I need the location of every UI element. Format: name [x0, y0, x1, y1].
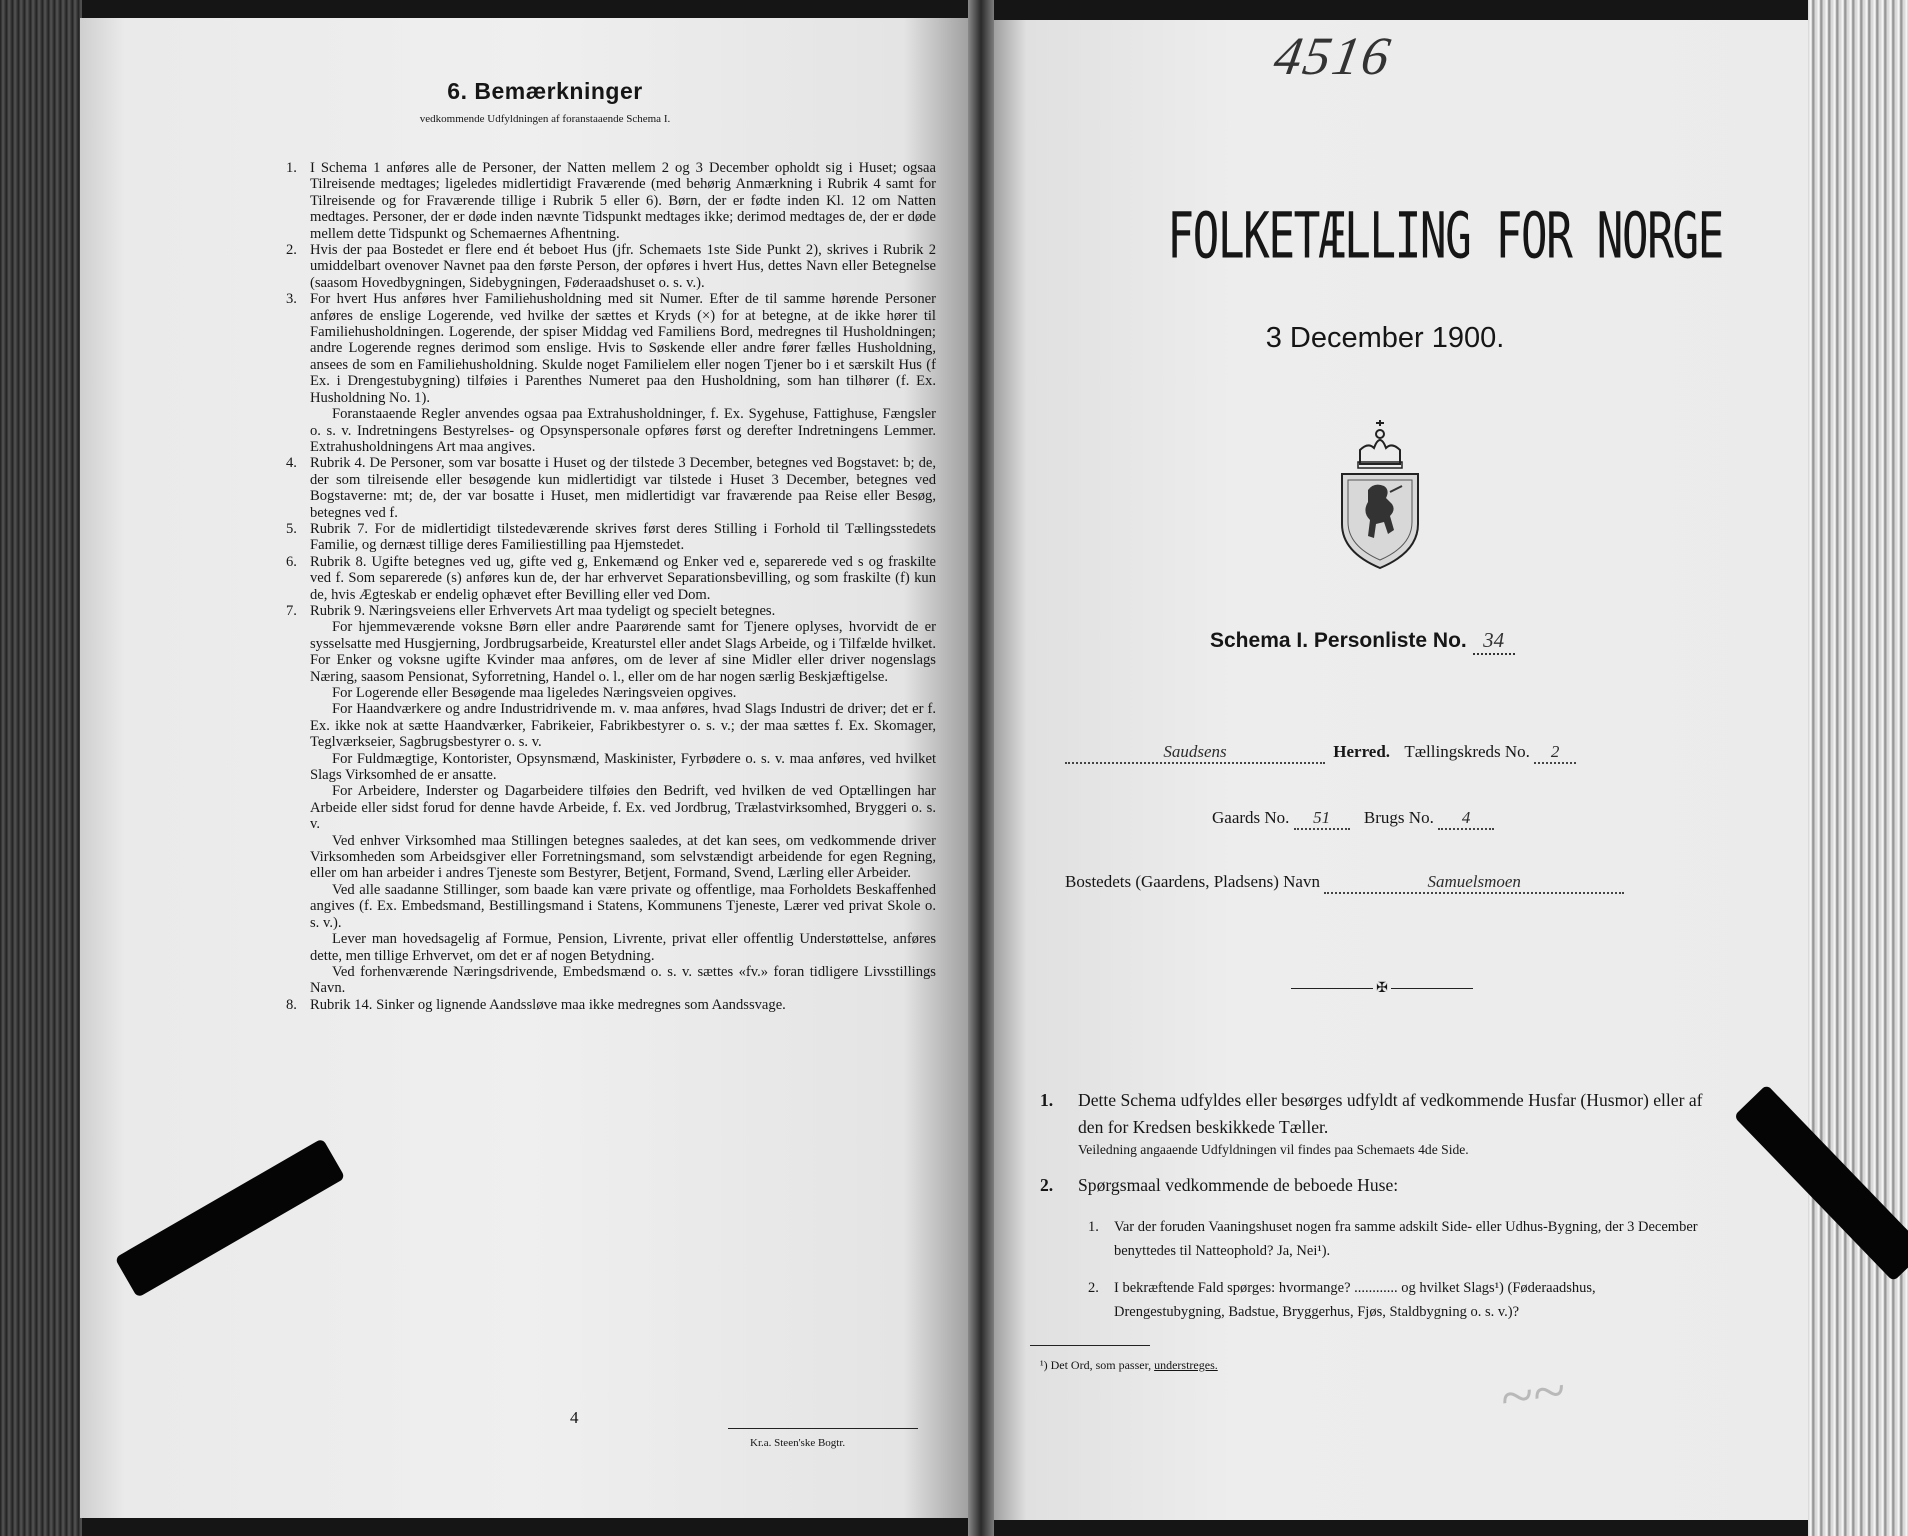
- remark-number: 7.: [286, 602, 297, 619]
- remark-paragraph: For hvert Hus anføres hver Familiehusholdning med sit Numer. Efter de til samme hørende Personer anføres de enslige Logerende, ved hvilke der sættes et Kryds (×) for at betegne, at de ikke hører til Familiehusholdningen. Logerende, der spiser Middag ved Familiens Bord, medregnes til Husholdningen; andre Logerende regnes derimod som enslige. Hvis to Søskende eller andre fører fælles Husholdning, ansees de som en Familiehusholdning. Skulde noget Familielem eller nogen Tjener bo i et særskilt Hus (f Ex. i Drengestubygning) tilføies i Parenthes Numeret paa den Husholdning, som han tilhører (f. Ex. Husholdning No. 1).: [310, 291, 936, 406]
- remark-paragraph: Ved enhver Virksomhed maa Stillingen betegnes saaledes, at det kan sees, om vedkommende driver Virksomheden som Arbeidsgiver eller Forretningsmand, som selvstændigt arbeidende for egen Regning, eller om han arbeider i andres Tjeneste som Bestyrer, Betjent, Formand, Svend, Lærling eller Arbeider.: [310, 832, 936, 882]
- remark-item: [286, 997, 936, 1013]
- remark-item: [286, 603, 936, 997]
- brugs-value: 4: [1438, 808, 1494, 830]
- remarks-subtitle: vedkommende Udfyldningen af foranstaaende Schema I.: [419, 113, 671, 125]
- right-page-edges: [1808, 0, 1908, 1536]
- herred-line: [1065, 742, 1576, 764]
- footnote-underlined: understreges.: [1154, 1358, 1218, 1372]
- instruction-2: [1040, 1172, 1710, 1199]
- printer-rule: [728, 1428, 918, 1429]
- question-text: I bekræftende Fald spørges: hvormange? ............ og hvilket Slags¹) (Føderaadshus, Drengestubygning, Badstue, Bryggerhus, Fjøs, Staldbygning o. s. v.)?: [1114, 1280, 1596, 1320]
- remark-paragraph: Ved forhenværende Næringsdrivende, Embedsmænd o. s. v. sættes «fv.» foran tidligere Livsstillings Navn.: [310, 963, 936, 997]
- question-2: [1088, 1276, 1698, 1324]
- remark-paragraph: For Logerende eller Besøgende maa ligeledes Næringsveien opgives.: [332, 685, 737, 701]
- remark-number: 3.: [286, 291, 297, 308]
- left-page-edges: [0, 0, 82, 1536]
- page-number: 4: [570, 1408, 579, 1427]
- remark-item: [286, 455, 936, 521]
- herred-label: Herred.: [1333, 742, 1391, 761]
- remarks-title: 6. Bemærkninger: [447, 78, 643, 104]
- printer-credit: Kr.a. Steen'ske Bogtr.: [750, 1437, 846, 1449]
- tellingskreds-label: Tællingskreds No.: [1404, 742, 1530, 761]
- footnote: [1040, 1358, 1218, 1373]
- question-text: Var der foruden Vaaningshuset nogen fra samme adskilt Side- eller Udhus-Bygning, der 3 December benyttedes til Natteophold? Ja, Nei¹).: [1114, 1219, 1698, 1259]
- remark-paragraph: Rubrik 8. Ugifte betegnes ved ug, gifte ved g, Enkemænd og Enker ved e, separerede ved s og fraskilte ved f. Som separerede (s) anføres kun de, der har erhvervet Separationsbevilling, og som fraskilte (f) kun de, hvis Ægteskab er endelig ophævet efter Bevilling eller ved Dom.: [310, 553, 936, 603]
- instruction-text: Dette Schema udfyldes eller besørges udfyldt af vedkommende Husfar (Husmor) eller af den for Kredsen beskikkede Tæller.: [1078, 1090, 1703, 1137]
- schema-label: Schema I. Personliste No.: [1210, 629, 1467, 652]
- remark-number: 4.: [286, 455, 297, 472]
- remark-paragraph: Rubrik 14. Sinker og lignende Aandssløve maa ikke medregnes som Aandssvage.: [310, 996, 786, 1013]
- census-date: 3 December 1900.: [1265, 322, 1505, 354]
- remark-number: 6.: [286, 553, 297, 570]
- tellingskreds-value: 2: [1534, 742, 1576, 764]
- instruction-number: 2.: [1040, 1175, 1054, 1195]
- footnote-rule: [1030, 1345, 1150, 1346]
- instruction-text: Spørgsmaal vedkommende de beboede Huse:: [1078, 1175, 1399, 1195]
- remark-item: [286, 521, 936, 554]
- remark-paragraph: I Schema 1 anføres alle de Personer, der Natten mellem 2 og 3 December opholdt sig i Huset; ogsaa Tilreisende medtages; ligeledes midlertidigt Fraværende (med behørig Anmærkning i Rubrik 4 samt for Tilreisende og for Fraværende tillige i Rubrik 5 eller 6). Børn, der er fødte inden Kl. 12 om Natten medtages. Personer, der er døde inden nævnte Tidspunkt medtages ikke; derimod medtages de, der er døde mellem dette Tidspunkt og Schemaernes Afhentning.: [310, 160, 936, 242]
- ornament-icon: ✠: [1376, 981, 1388, 996]
- remark-paragraph: Rubrik 4. De Personer, som var bosatte i Huset og der tilstede 3 December, betegnes ved Bogstavet: b; de, der som tilreisende eller besøgende kun midlertidigt var tilstede i Huset 3 December, betegnes ved Bogstaverne: mt; de, der var bosatte i Huset, men midlertidigt var fraværende paa Reise eller Besøg, betegnes ved f.: [310, 455, 936, 521]
- instruction-1: [1040, 1087, 1710, 1159]
- question-1: [1088, 1215, 1698, 1263]
- instruction-number: 1.: [1040, 1090, 1054, 1110]
- remark-paragraph: Rubrik 7. For de midlertidigt tilstedeværende skrives først deres Stilling i Forhold til Tællingsstedets Familie, og dernæst tillige deres Familiestilling paa Hjemstedet.: [310, 520, 936, 554]
- remark-item: [286, 291, 936, 455]
- remark-item: [286, 160, 936, 242]
- remark-paragraph: Hvis der paa Bostedet er flere end ét beboet Hus (jfr. Schemaets 1ste Side Punkt 2), skrives i Rubrik 2 umiddelbart ovenover Navnet paa den første Person, der opføres i hvert Hus, dettes Navn eller Betegnelse (saasom Hovedbygningen, Sidebygningen, Føderaadshuset o. s. v.).: [310, 242, 936, 291]
- question-number: 1.: [1088, 1219, 1099, 1235]
- remark-item: [286, 554, 936, 603]
- bosted-label: Bostedets (Gaardens, Pladsens) Navn: [1065, 872, 1320, 891]
- bosted-value: Samuelsmoen: [1324, 872, 1624, 894]
- remark-paragraph: Rubrik 9. Næringsveiens eller Erhvervets Art maa tydeligt og specielt betegnes.: [310, 602, 776, 619]
- remark-paragraph: For Fuldmægtige, Kontorister, Opsynsmænd, Maskinister, Fyrbødere o. s. v. maa anføres, ved hvilket Slags Virksomhed de er ansatte.: [310, 750, 936, 784]
- handwritten-archive-number: 4516: [1269, 26, 1397, 86]
- herred-value: Saudsens: [1065, 742, 1325, 764]
- section-ornament: [1272, 980, 1492, 997]
- remark-number: 8.: [286, 996, 297, 1013]
- instruction-subtext: Veiledning angaaende Udfyldningen vil findes paa Schemaets 4de Side.: [1078, 1142, 1469, 1157]
- gaards-value: 51: [1294, 808, 1350, 830]
- remark-paragraph: For Haandværkere og andre Industridrivende m. v. maa anføres, hvad Slags Industri de driver; det er f. Ex. ikke nok at sætte Haandværker, Fabrikeier, Fabrikbestyrer o. s. v.; der maa sættes f. Ex. Skomager, Teglværkseier, Sagbrugsbestyrer o. s. v.: [310, 701, 936, 751]
- remark-number: 1.: [286, 160, 297, 176]
- schema-line: [1210, 628, 1515, 655]
- footnote-text: ¹) Det Ord, som passer,: [1040, 1358, 1152, 1372]
- gaards-label: Gaards No.: [1212, 808, 1290, 827]
- ornament-rule: [1391, 988, 1473, 989]
- bosted-line: [1065, 872, 1624, 894]
- bleed-through-mark: ~~: [1495, 1356, 1570, 1432]
- remark-item: [286, 242, 936, 291]
- personliste-number: 34: [1473, 628, 1515, 655]
- brugs-label: Brugs No.: [1363, 808, 1434, 827]
- remark-number: 2.: [286, 242, 297, 259]
- remark-paragraph: Lever man hovedsagelig af Formue, Pension, Livrente, privat eller offentlig Understøttelse, anføres dette, men tillige Erhvervet, om det er af nogen Betydning.: [310, 931, 936, 964]
- ornament-rule: [1291, 988, 1373, 989]
- remark-paragraph: For Arbeidere, Inderster og Dagarbeidere tilføies den Bedrift, ved hvilken de ved Optællingen har Arbeide eller sidst forud for denne havde Arbeide, f. Ex. ved Jordbrug, Trælastvirksomhed, Bryggeri o. s. v.: [310, 783, 936, 833]
- remark-paragraph: Foranstaaende Regler anvendes ogsaa paa Extrahusholdninger, f. Ex. Sygehuse, Fattighuse, Fængsler o. s. v. Indretningens Bestyrelses- og Opsynspersonale opføres først og derefter Indretningens Lemmer. Extrahusholdningens Art maa angives.: [310, 406, 936, 455]
- gaards-line: [1212, 808, 1494, 830]
- coat-of-arms-icon: [1330, 412, 1430, 572]
- remark-paragraph: For hjemmeværende voksne Børn eller andre Paarørende samt for Tjenere oplyses, hvorvidt de er sysselsatte med Husgjerning, Jordbrugsarbeide, Kreaturstel eller andet Slags Arbeide, og i Tilfælde hvilket. For Enker og voksne ugifte Kvinder maa anføres, om de lever af sine Midler eller driver nogenslags Næring, saasom Pensionat, Syforretning, Handel o. l., eller om de har nogen særlig Beskjæftigelse.: [310, 619, 936, 685]
- remark-number: 5.: [286, 520, 297, 537]
- remark-paragraph: Ved alle saadanne Stillinger, som baade kan være private og offentlige, maa Forholdets Beskaffenhed angives (f. Ex. Embedsmand, Bestillingsmand i Statens, Kommunens Tjeneste, Lærer ved privat Skole o. s. v.).: [310, 881, 936, 931]
- question-number: 2.: [1088, 1280, 1099, 1296]
- book-gutter: [968, 0, 994, 1536]
- census-title: FOLKETÆLLING FOR NORGE: [1167, 200, 1723, 274]
- remarks-list: [286, 160, 936, 1013]
